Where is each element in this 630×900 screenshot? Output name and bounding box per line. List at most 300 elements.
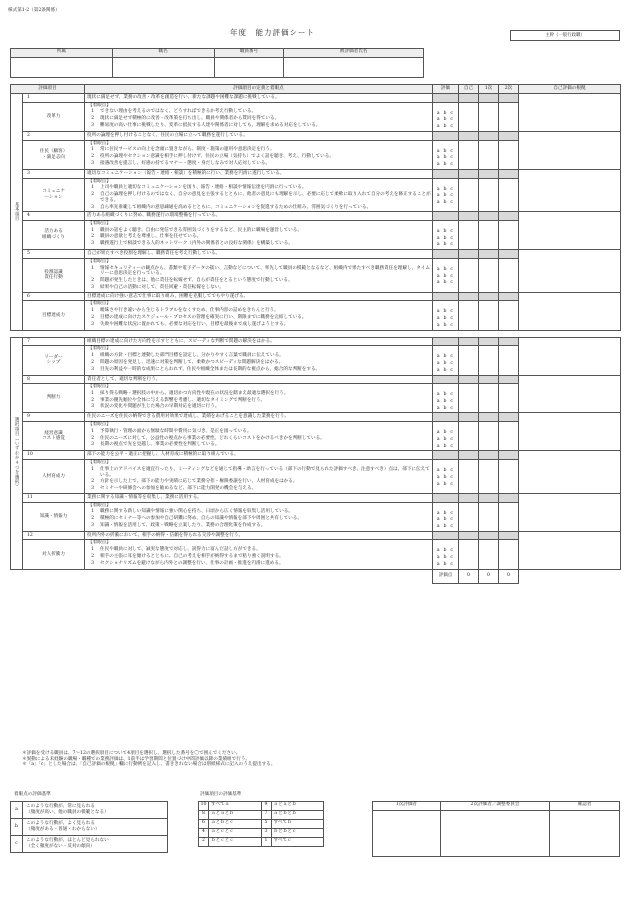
viewpoint-number: 2: [91, 515, 95, 521]
viewpoint-label: 【着眼点】: [88, 102, 111, 108]
score-entry-cell[interactable]: [459, 384, 479, 413]
job-title-field[interactable]: [112, 58, 214, 78]
viewpoint-item: [88, 205, 432, 211]
score-entry-cell[interactable]: [499, 258, 519, 292]
viewpoint-number: 2: [91, 234, 95, 240]
item-viewpoints: [85, 346, 433, 375]
score-entry-cell[interactable]: [499, 140, 519, 169]
scoring-points: 2: [199, 838, 209, 847]
item-viewpoints: [85, 384, 433, 413]
scoring-points: 5: [261, 820, 271, 829]
viewpoint-item: [88, 561, 432, 567]
viewpoint-label: 【着眼点】: [88, 140, 111, 146]
viewpoint-label: 【着眼点】: [88, 346, 111, 352]
viewpoint-text: 採り得る戦略・選択肢の中から、適切かつ方向性や現在の状況を踏まえ最適な選択を行う。: [100, 390, 289, 396]
viewpoint-item: [88, 123, 432, 129]
self-basis-field[interactable]: [519, 337, 621, 375]
score-entry-cell[interactable]: [479, 258, 499, 292]
item-number: 2: [23, 131, 85, 140]
abc-cell[interactable]: [433, 540, 459, 569]
score-entry-cell[interactable]: [479, 384, 499, 413]
viewpoint-text: 曖昧さや行き違いから生じるトラブルをなくすため、仕事内容の詰めをきちんと行う。: [100, 308, 279, 314]
viewpoint-text: 問題が発生したときは、他に責任を転嫁せず、自らが責任をとるという態度で行動している。: [100, 278, 293, 284]
score-entry-cell[interactable]: [499, 422, 519, 451]
score-label: 評価点: [433, 569, 459, 583]
viewpoint-number: 3: [91, 122, 95, 128]
self-basis-field[interactable]: [519, 375, 621, 413]
self-basis-field[interactable]: [519, 169, 621, 211]
abc-option[interactable]: a b c: [436, 405, 455, 411]
viewpoint-number: 3: [91, 204, 95, 210]
definition-shaded-cell: [499, 250, 519, 259]
viewpoint-item: [88, 308, 432, 314]
definition-shaded-cell: [433, 212, 459, 221]
viewpoint-number: 1: [91, 109, 95, 115]
score-entry-cell[interactable]: [499, 460, 519, 494]
definition-shaded-cell: [459, 337, 479, 346]
item-definition: 部下の能力を公平・適正に把握し、人材育成に積極的に取り組んでいる。: [85, 451, 433, 460]
abc-option[interactable]: a b c: [436, 316, 455, 322]
viewpoint-number: 2: [91, 397, 95, 403]
score-entry-cell[interactable]: [459, 178, 479, 212]
abc-option[interactable]: a b c: [436, 361, 455, 367]
abc-option[interactable]: a b c: [436, 235, 455, 241]
item-definition-row: [11, 131, 621, 140]
item-viewpoints: [85, 178, 433, 212]
first-evaluator-sign[interactable]: [373, 811, 441, 857]
abc-option[interactable]: a b c: [436, 280, 455, 286]
score-entry-cell[interactable]: [459, 346, 479, 375]
abc-option[interactable]: a b c: [436, 193, 455, 199]
abc-option[interactable]: a b c: [436, 117, 455, 123]
item-definition-row: [11, 94, 621, 103]
viewpoint-label: 【着眼点】: [88, 178, 111, 184]
viewpoint-number: 1: [91, 428, 95, 434]
abc-option[interactable]: a b c: [436, 474, 455, 480]
definition-shaded-cell: [479, 131, 499, 140]
item-number[interactable]: 12: [23, 531, 85, 540]
note-1: ＊評価を受ける職員は、7〜12の選択項目について4項目を選択し、選択した番号を〇で囲んでください。: [22, 751, 241, 756]
viewpoint-text: 相手の主張に耳を傾けるとともに、自己の考えを相手が納得するまで粘り強く説明する。: [100, 553, 284, 559]
abc-cell[interactable]: [433, 221, 459, 250]
viewpoint-text: 職務に関する新しい知識や情報に強い関心を持ち、日頃から広く情報を収集し活用している。: [100, 509, 293, 515]
viewpoint-item: [88, 234, 432, 240]
viewpoint-text: 方針を示した上で、部下の能力や実績に応じて業務分担・権限委譲を行い、人材育成をはかる。: [100, 479, 298, 485]
self-basis-field[interactable]: [519, 493, 621, 531]
score-entry-cell[interactable]: [499, 540, 519, 569]
definition-shaded-cell: [433, 337, 459, 346]
viewpoint-number: 2: [91, 553, 95, 559]
self-basis-field[interactable]: [519, 94, 621, 132]
item-definition-row: [11, 451, 621, 460]
abc-option[interactable]: a b c: [436, 229, 455, 235]
scoring-table: [198, 801, 324, 847]
viewpoint-text: 組織の方針・目標と連動した部門目標を設定し、分かりやすく言葉で職員に伝えている。: [100, 353, 284, 359]
definition-shaded-cell: [499, 375, 519, 384]
definition-shaded-cell: [459, 212, 479, 221]
scoring-points: 9: [261, 802, 271, 811]
item-name: コミュニケ ーション: [23, 178, 85, 212]
item-name: 役割認識 責任行動: [23, 258, 85, 292]
criteria-text: このような行動が、ほとんど見られない （全く頻度がない・反対の傾向）: [23, 836, 168, 853]
scoring-pattern: ｂとｂとｃ: [271, 829, 324, 838]
abc-option[interactable]: a b c: [436, 110, 455, 116]
score-entry-cell[interactable]: [459, 460, 479, 494]
col-eval: 評価: [433, 85, 459, 94]
item-number: 4: [23, 212, 85, 221]
definition-shaded-cell: [433, 250, 459, 259]
scoring-points: 3: [261, 829, 271, 838]
abc-option[interactable]: a b c: [436, 481, 455, 487]
dept-field[interactable]: [11, 58, 113, 78]
scoring-row: [199, 802, 324, 811]
abc-option[interactable]: a b c: [436, 266, 455, 272]
item-name: 改革力: [23, 102, 85, 131]
scoring-row: [199, 829, 324, 838]
item-viewpoints: [85, 502, 433, 531]
score-entry-cell[interactable]: [459, 422, 479, 451]
col-self: 自己: [459, 85, 479, 94]
abc-option[interactable]: a b c: [436, 436, 455, 442]
abc-cell[interactable]: [433, 140, 459, 169]
abc-cell[interactable]: [433, 346, 459, 375]
score-entry-cell[interactable]: [459, 258, 479, 292]
abc-option[interactable]: a b c: [436, 200, 455, 206]
viewpoint-label: 【着眼点】: [88, 221, 111, 227]
viewpoint-number: 2: [91, 314, 95, 320]
viewpoint-text: 住民や職員に対して、誠実な態度で対応し、説得力に富んだ話し方ができる。: [100, 547, 261, 553]
viewpoint-text: 知識・情報を活用して、政策・戦略を立案したり、業務の合理化策を作成する。: [100, 522, 266, 528]
scoring-points: 4: [199, 829, 209, 838]
item-viewpoints: [85, 460, 433, 494]
self-basis-field[interactable]: [519, 413, 621, 451]
definition-shaded-cell: [479, 94, 499, 103]
definition-shaded-cell: [433, 292, 459, 301]
score-entry-cell[interactable]: [459, 221, 479, 250]
self-basis-field[interactable]: [519, 451, 621, 493]
abc-option[interactable]: a b c: [436, 309, 455, 315]
scoring-pattern: すべてｃ: [271, 838, 324, 847]
criteria-grade: b: [11, 819, 23, 836]
note-3: ＊「a」「c」とした場合は、「自己評価の根拠」欄に行動例を記入し、書ききれない場合は別紙様式に記入のうえ提出する。: [22, 762, 276, 768]
definition-shaded-cell: [459, 250, 479, 259]
item-name: 活力ある 組織づくり: [23, 221, 85, 250]
item-viewpoints: [85, 540, 433, 569]
abc-cell[interactable]: [433, 102, 459, 131]
col-self-basis: 自己評価の根拠: [519, 85, 621, 94]
score-entry-cell[interactable]: [499, 178, 519, 212]
scoring-pattern: ｂとｃとｃ: [209, 838, 262, 847]
viewpoint-item: [88, 547, 432, 553]
viewpoint-number: 3: [91, 404, 95, 410]
viewpoint-number: 3: [91, 321, 95, 327]
viewpoint-item: [88, 391, 432, 397]
self-basis-field[interactable]: [519, 131, 621, 169]
item-number[interactable]: 10: [23, 451, 85, 460]
criteria-row: [11, 819, 168, 836]
scoring-pattern: ａとｂとｂ: [271, 811, 324, 820]
item-definition: 目標達成に向け強い意志で仕事に取り組み、困難を克服してでもやり遂げる。: [85, 292, 433, 301]
score-entry-cell[interactable]: [499, 221, 519, 250]
definition-shaded-cell: [499, 169, 519, 178]
viewpoint-item: [88, 442, 432, 448]
self-basis-field[interactable]: [519, 531, 621, 569]
viewpoint-item: [88, 278, 432, 284]
score-entry-cell[interactable]: [459, 301, 479, 330]
viewpoint-number: 2: [91, 192, 95, 198]
viewpoint-text: できない理由を考えるのではなく、どうすればできるか考え行動している。: [100, 109, 257, 115]
viewpoint-number: 1: [91, 308, 95, 314]
abc-option[interactable]: a b c: [436, 186, 455, 192]
abc-option[interactable]: a b c: [436, 517, 455, 523]
scoring-pattern: ａとｃとｃ: [209, 829, 262, 838]
item-number[interactable]: 9: [23, 413, 85, 422]
score-entry-cell[interactable]: [479, 460, 499, 494]
viewpoint-item: [88, 436, 432, 442]
viewpoint-text: 情報セキュリティーの観点から、書類や電子データの扱い、言動などについて、率先して職員の模範となるなど、組織内で果たすべき職務責任を理解し、タイムリーに意思決定を行っている。: [100, 265, 430, 277]
criteria-text: このような行動が、よく見られる （頻度がある・普通・わからない）: [23, 819, 168, 836]
scoring-row: [199, 811, 324, 820]
abc-option[interactable]: a b c: [436, 162, 455, 168]
item-definition-row: [11, 493, 621, 502]
abc-option[interactable]: a b c: [436, 555, 455, 561]
item-definition: 責任者として、適切な判断を行う。: [85, 375, 433, 384]
viewpoint-number: 1: [91, 353, 95, 359]
viewpoint-label: 【着眼点】: [88, 422, 111, 428]
definition-shaded-cell: [499, 131, 519, 140]
item-viewpoints: [85, 102, 433, 131]
abc-cell[interactable]: [433, 301, 459, 330]
score-entry-cell[interactable]: [499, 102, 519, 131]
item-viewpoints: [85, 258, 433, 292]
score-second: 0: [499, 569, 519, 583]
item-viewpoints: [85, 221, 433, 250]
viewpoint-text: 目先の利益や一時的な成果にとらわれず、住民や組織全体または長期的な視点から、総合的な判断をする。: [100, 366, 321, 372]
score-entry-cell[interactable]: [479, 502, 499, 531]
score-entry-cell[interactable]: [479, 221, 499, 250]
item-definition: 住民のニーズを住民の納得できる費用対効果で達成し、業績をあげることを意識した業務を行う。: [85, 413, 433, 422]
item-number[interactable]: 8: [23, 375, 85, 384]
item-name: 人材育成力: [23, 460, 85, 494]
score-entry-cell[interactable]: [499, 301, 519, 330]
notes: [22, 751, 612, 768]
viewpoint-item: [88, 404, 432, 410]
viewpoint-label: 【着眼点】: [88, 540, 111, 546]
definition-shaded-cell: [459, 413, 479, 422]
viewpoint-item: [88, 315, 432, 321]
abc-option[interactable]: a b c: [436, 468, 455, 474]
second-evaluator-sign[interactable]: [440, 811, 550, 857]
score-self: 0: [459, 569, 479, 583]
scoring-row: [199, 820, 324, 829]
viewpoint-number: 1: [91, 227, 95, 233]
definition-shaded-cell: [499, 413, 519, 422]
viewpoint-text: 積極的にセミナー等への参加や自己研鑽に努め、自らの知識や情報を部下や周囲と共有している。: [100, 515, 302, 521]
viewpoint-item: [88, 353, 432, 359]
score-entry-cell[interactable]: [459, 140, 479, 169]
viewpoint-item: [88, 467, 432, 478]
item-viewpoints: [85, 301, 433, 330]
abc-cell[interactable]: [433, 460, 459, 494]
score-entry-cell[interactable]: [499, 502, 519, 531]
confirmer-sign[interactable]: [550, 811, 620, 857]
viewpoint-item: [88, 154, 432, 160]
viewpoint-label: 【着眼点】: [88, 460, 111, 466]
item-number: 5: [23, 250, 85, 259]
viewpoint-text: 上司や職員と適切なコミュニケーションを図り、報告・連絡・相談や情報伝達を円滑に行っている。: [100, 185, 307, 191]
abc-option[interactable]: a b c: [436, 155, 455, 161]
definition-shaded-cell: [479, 451, 499, 460]
viewpoint-number: 1: [91, 265, 95, 271]
score-entry-cell[interactable]: [479, 102, 499, 131]
viewpoint-item: [88, 516, 432, 522]
viewpoint-number: 1: [91, 390, 95, 396]
viewpoint-item: [88, 360, 432, 366]
section-spacer: [11, 330, 621, 337]
item-definition: 自己が果たすべき役割を理解し、職務責任を考え行動している。: [85, 250, 433, 259]
scoring-title: 評価項目の評価基準: [200, 792, 242, 797]
item-number[interactable]: 7: [23, 337, 85, 346]
definition-shaded-cell: [459, 131, 479, 140]
viewpoint-label: 【着眼点】: [88, 502, 111, 508]
viewpoint-text: 予算執行・管理の面から無駄な時間や費用に気づき、是正を図っている。: [100, 428, 252, 434]
abc-cell[interactable]: [433, 384, 459, 413]
item-name: リーダー シップ: [23, 346, 85, 375]
score-entry-cell[interactable]: [459, 102, 479, 131]
definition-shaded-cell: [499, 337, 519, 346]
abc-option[interactable]: a b c: [436, 242, 455, 248]
viewpoint-number: 3: [91, 560, 95, 566]
item-definition: 適切なコミュニケーション（報告・連絡・相談）を積極的に行い、業務を円滑に遂行している。: [85, 169, 433, 178]
self-basis-field[interactable]: [519, 250, 621, 292]
abc-cell[interactable]: [433, 178, 459, 212]
job-title-header: 職名: [112, 49, 214, 58]
abc-cell[interactable]: [433, 422, 459, 451]
abc-option[interactable]: a b c: [436, 367, 455, 373]
employee-info-table: [10, 48, 424, 78]
criteria-grade: a: [11, 802, 23, 819]
viewpoint-text: 難易度の高い仕事に挑戦したり、変革に抵抗する人達や関係者に対しても、理解を求める対応をしている。: [100, 122, 321, 128]
signature-table: [372, 801, 620, 857]
item-number[interactable]: 11: [23, 493, 85, 502]
evaluee-name-header: 被評価者氏名: [284, 49, 424, 58]
viewpoint-item: [88, 479, 432, 485]
viewpoint-number: 1: [91, 147, 95, 153]
definition-shaded-cell: [459, 493, 479, 502]
abc-option[interactable]: a b c: [436, 354, 455, 360]
abc-option[interactable]: a b c: [436, 148, 455, 154]
score-entry-cell[interactable]: [459, 540, 479, 569]
form-id: 様式第1-2（第2条関係）: [8, 8, 60, 13]
score-entry-cell[interactable]: [479, 178, 499, 212]
item-name: 経営意識 コスト感覚: [23, 422, 85, 451]
employee-number-field[interactable]: [214, 58, 284, 78]
score-entry-cell[interactable]: [479, 140, 499, 169]
basic-items-group: 基本項目: [11, 94, 23, 331]
score-entry-cell[interactable]: [479, 346, 499, 375]
item-definition-row: [11, 212, 621, 221]
item-name: 判断力: [23, 384, 85, 413]
viewpoint-item: [88, 192, 432, 203]
score-entry-cell[interactable]: [479, 301, 499, 330]
definition-shaded-cell: [433, 169, 459, 178]
definition-shaded-cell: [479, 493, 499, 502]
abc-cell[interactable]: [433, 502, 459, 531]
item-name: 対人折衝力: [23, 540, 85, 569]
score-entry-cell[interactable]: [499, 384, 519, 413]
item-name: 住民（顧客） ・満足志向: [23, 140, 85, 169]
self-basis-field[interactable]: [519, 212, 621, 250]
second-evaluator-label: 2次評価者／調整委員会: [440, 802, 550, 811]
viewpoint-number: 3: [91, 442, 95, 448]
col-second: 2次: [499, 85, 519, 94]
definition-shaded-cell: [433, 413, 459, 422]
definition-shaded-cell: [433, 531, 459, 540]
score-entry-cell[interactable]: [479, 540, 499, 569]
definition-shaded-cell: [499, 493, 519, 502]
viewpoint-item: [88, 266, 432, 277]
abc-option[interactable]: a b c: [436, 398, 455, 404]
viewpoint-item: [88, 285, 432, 291]
abc-option[interactable]: a b c: [436, 273, 455, 279]
abc-option[interactable]: a b c: [436, 510, 455, 516]
viewpoint-number: 3: [91, 366, 95, 372]
self-basis-field[interactable]: [519, 292, 621, 330]
abc-option[interactable]: a b c: [436, 322, 455, 328]
viewpoint-text: 失敗や困難な状況に置かれても、必要な対応を行い、目標を最後まで成し遂げようとする。: [100, 321, 289, 327]
definition-shaded-cell: [499, 451, 519, 460]
abc-option[interactable]: a b c: [436, 548, 455, 554]
score-entry-cell[interactable]: [479, 422, 499, 451]
scoring-pattern: すべてｂ: [271, 820, 324, 829]
item-number: 3: [23, 169, 85, 178]
viewpoint-number: 2: [91, 359, 95, 365]
viewpoint-item: [88, 161, 432, 167]
score-entry-cell[interactable]: [499, 346, 519, 375]
item-viewpoints: [85, 140, 433, 169]
definition-shaded-cell: [433, 493, 459, 502]
role-box: 主幹（一般行政職）: [510, 30, 620, 41]
viewpoint-item: [88, 523, 432, 529]
viewpoint-item: [88, 398, 432, 404]
viewpoint-label: 【着眼点】: [88, 258, 111, 264]
viewpoint-item: [88, 241, 432, 247]
definition-shaded-cell: [479, 413, 499, 422]
score-entry-cell[interactable]: [459, 502, 479, 531]
definition-shaded-cell: [459, 451, 479, 460]
definition-shaded-cell: [499, 292, 519, 301]
abc-option[interactable]: a b c: [436, 561, 455, 567]
abc-option[interactable]: a b c: [436, 523, 455, 529]
item-definition: 業務に関する知識・情報等を収集し、業務に活用する。: [85, 493, 433, 502]
col-definition: 評価項目の定義と着眼点: [85, 85, 433, 94]
criteria-title: 着眼点の評価基準: [14, 792, 51, 797]
note-2: ＊異動による未経験の職場・職種での業務評価は、1前半は学習期間と位置づけ中間評価以降の業績組で行う。: [22, 756, 251, 762]
abc-option[interactable]: a b c: [436, 392, 455, 398]
evaluee-name-field[interactable]: [284, 58, 424, 78]
abc-option[interactable]: a b c: [436, 443, 455, 449]
abc-cell[interactable]: [433, 258, 459, 292]
employee-number-header: 職員番号: [214, 49, 284, 58]
viewpoint-item: [88, 228, 432, 234]
abc-option[interactable]: a b c: [436, 430, 455, 436]
item-definition: 役所内外の折衝において、相手の納得・信頼を得られる交渉や調整を行う。: [85, 531, 433, 540]
viewpoint-text: 問題の原因を発見し、迅速に対策を判断して、柔軟かつスピーディな問題解決をはかる。: [100, 359, 284, 365]
definition-shaded-cell: [479, 531, 499, 540]
item-definition-row: [11, 531, 621, 540]
viewpoint-number: 2: [91, 479, 95, 485]
abc-option[interactable]: a b c: [436, 124, 455, 130]
